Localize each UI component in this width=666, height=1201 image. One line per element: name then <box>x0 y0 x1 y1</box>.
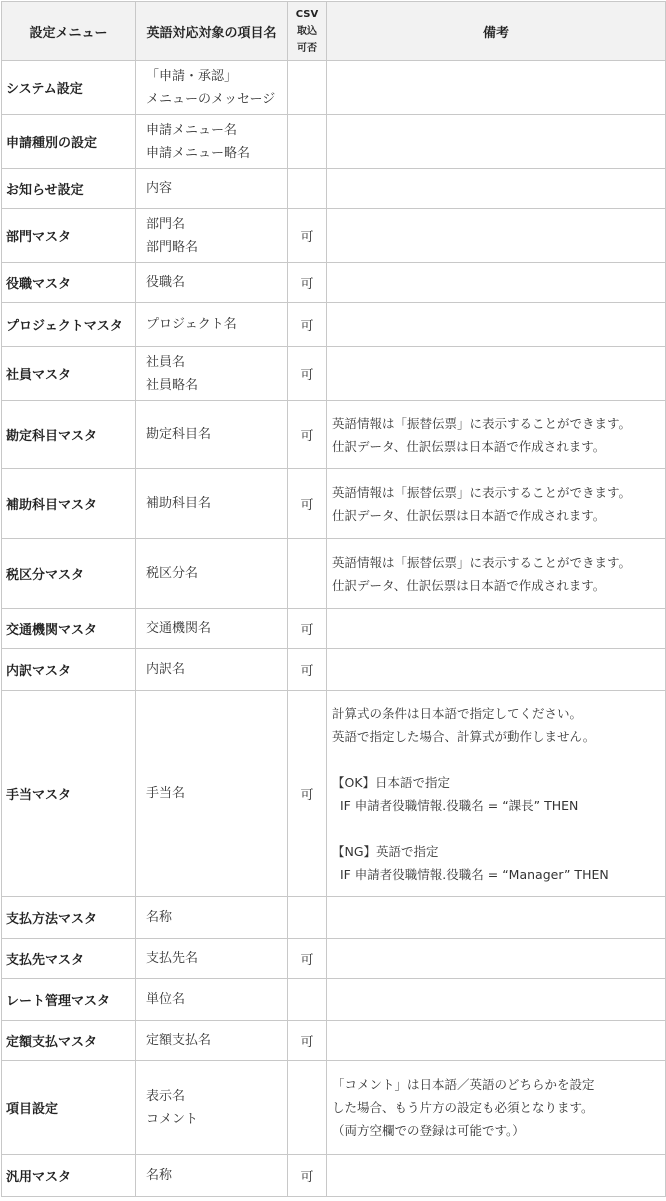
note-cell <box>327 61 666 115</box>
table-row <box>2 1155 666 1197</box>
menu-cell: 交通機関マスタ <box>2 609 136 649</box>
item-name: メニューのメッセージ <box>146 91 276 107</box>
header-csv <box>288 2 327 61</box>
note-line: 計算式の条件は日本語で指定してください。 <box>332 705 583 721</box>
menu-cell: 社員マスタ <box>2 347 136 401</box>
item-cell <box>136 1061 288 1155</box>
header-csv-line: 取込 <box>297 25 317 37</box>
csv-cell: 可 <box>288 209 327 263</box>
csv-cell <box>288 61 327 115</box>
item-name: プロジェクト名 <box>146 317 237 332</box>
note-line: 英語情報は「振替伝票」に表示することができます。 <box>332 554 632 570</box>
note-line: IF 申請者役職情報.役職名 = “課長” THEN <box>332 797 579 813</box>
item-name: 交通機関名 <box>146 621 212 636</box>
csv-cell: 可 <box>288 263 327 303</box>
table-row <box>2 115 666 169</box>
csv-cell: 可 <box>288 1155 327 1197</box>
note-cell <box>327 303 666 347</box>
item-name: 社員略名 <box>146 377 199 393</box>
note-cell <box>327 1155 666 1197</box>
header-csv-line: CSV <box>295 8 319 20</box>
note-line: 仕訳データ、仕訳伝票は日本語で作成されます。 <box>332 507 606 523</box>
note-cell <box>327 979 666 1021</box>
note-cell <box>327 115 666 169</box>
table-row <box>2 691 666 897</box>
csv-cell: 可 <box>288 649 327 691</box>
item-name: 内容 <box>146 181 173 196</box>
item-cell <box>136 609 288 649</box>
note-line: 英語情報は「振替伝票」に表示することができます。 <box>332 484 632 500</box>
menu-cell: 汎用マスタ <box>2 1155 136 1197</box>
table-row <box>2 897 666 939</box>
note-line: 【NG】英語で指定 <box>332 843 439 859</box>
menu-cell: システム設定 <box>2 61 136 115</box>
note-cell <box>327 939 666 979</box>
menu-cell: 税区分マスタ <box>2 539 136 609</box>
table-row <box>2 169 666 209</box>
item-cell <box>136 347 288 401</box>
note-cell <box>327 1021 666 1061</box>
note-cell <box>327 169 666 209</box>
table-row <box>2 469 666 539</box>
menu-cell: 定額支払マスタ <box>2 1021 136 1061</box>
table-row <box>2 979 666 1021</box>
note-cell <box>327 209 666 263</box>
csv-cell: 可 <box>288 1021 327 1061</box>
note-line: （両方空欄での登録は可能です。） <box>332 1123 525 1138</box>
note-line: IF 申請者役職情報.役職名 = “Manager” THEN <box>332 866 609 882</box>
csv-cell: 可 <box>288 691 327 897</box>
note-cell <box>327 897 666 939</box>
item-name: 「申請・承認」 <box>146 68 238 84</box>
csv-cell: 可 <box>288 401 327 469</box>
table-row <box>2 347 666 401</box>
item-name: 役職名 <box>146 275 186 290</box>
csv-cell <box>288 169 327 209</box>
table-row <box>2 1061 666 1155</box>
csv-cell <box>288 979 327 1021</box>
item-name: 申請メニュー名 <box>146 122 238 138</box>
menu-cell: お知らせ設定 <box>2 169 136 209</box>
note-line: 仕訳データ、仕訳伝票は日本語で作成されます。 <box>332 438 606 454</box>
item-cell <box>136 691 288 897</box>
item-name: 内訳名 <box>146 662 186 677</box>
item-cell <box>136 539 288 609</box>
csv-cell <box>288 1061 327 1155</box>
note-cell <box>327 649 666 691</box>
item-name: 補助科目名 <box>146 496 212 511</box>
menu-cell: 項目設定 <box>2 1061 136 1155</box>
note-spacer <box>332 748 665 771</box>
table-row <box>2 939 666 979</box>
note-line: した場合、もう片方の設定も必須となります。 <box>332 1100 594 1115</box>
csv-cell: 可 <box>288 347 327 401</box>
menu-cell: 勘定科目マスタ <box>2 401 136 469</box>
note-cell <box>327 263 666 303</box>
table-header-row <box>2 2 666 61</box>
note-cell <box>327 691 666 897</box>
table-row <box>2 263 666 303</box>
menu-cell: 申請種別の設定 <box>2 115 136 169</box>
item-name: 部門略名 <box>146 239 199 255</box>
header-menu: 設定メニュー <box>2 2 136 61</box>
note-line: 【OK】日本語で指定 <box>332 774 451 790</box>
item-name: 勘定科目名 <box>146 427 212 442</box>
note-cell <box>327 401 666 469</box>
note-cell <box>327 347 666 401</box>
csv-cell: 可 <box>288 609 327 649</box>
note-cell <box>327 609 666 649</box>
menu-cell: プロジェクトマスタ <box>2 303 136 347</box>
item-cell <box>136 1155 288 1197</box>
note-spacer <box>332 817 665 840</box>
item-cell <box>136 469 288 539</box>
item-name: 支払先名 <box>146 951 199 966</box>
item-cell <box>136 401 288 469</box>
item-name: 表示名 <box>146 1088 186 1104</box>
item-name: 名称 <box>146 1168 173 1183</box>
item-cell <box>136 263 288 303</box>
table-row <box>2 61 666 115</box>
csv-cell: 可 <box>288 303 327 347</box>
note-line: 英語情報は「振替伝票」に表示することができます。 <box>332 415 632 431</box>
item-cell <box>136 115 288 169</box>
item-name: 申請メニュー略名 <box>146 145 251 161</box>
table-row <box>2 401 666 469</box>
note-line: 仕訳データ、仕訳伝票は日本語で作成されます。 <box>332 577 606 593</box>
note-line: 「コメント」は日本語／英語のどちらかを設定 <box>332 1077 595 1092</box>
item-name: 手当名 <box>146 786 186 801</box>
item-cell <box>136 939 288 979</box>
table-row <box>2 649 666 691</box>
menu-cell: 支払先マスタ <box>2 939 136 979</box>
header-note: 備考 <box>327 2 666 61</box>
item-cell <box>136 1021 288 1061</box>
item-name: 社員名 <box>146 354 186 370</box>
header-item: 英語対応対象の項目名 <box>136 2 288 61</box>
item-cell <box>136 979 288 1021</box>
menu-cell: 補助科目マスタ <box>2 469 136 539</box>
note-line: 英語で指定した場合、計算式が動作しません。 <box>332 728 596 744</box>
csv-cell <box>288 897 327 939</box>
table-row <box>2 609 666 649</box>
table-row <box>2 209 666 263</box>
menu-cell: 役職マスタ <box>2 263 136 303</box>
settings-table <box>1 1 666 1197</box>
table-row <box>2 303 666 347</box>
note-cell <box>327 1061 666 1155</box>
menu-cell: 内訳マスタ <box>2 649 136 691</box>
item-cell <box>136 303 288 347</box>
table-row <box>2 1021 666 1061</box>
item-cell <box>136 61 288 115</box>
csv-cell <box>288 539 327 609</box>
item-cell <box>136 169 288 209</box>
note-cell <box>327 539 666 609</box>
note-cell <box>327 469 666 539</box>
table-row <box>2 539 666 609</box>
item-cell <box>136 209 288 263</box>
item-cell <box>136 649 288 691</box>
menu-cell: レート管理マスタ <box>2 979 136 1021</box>
item-name: 名称 <box>146 910 173 925</box>
header-csv-line: 可否 <box>297 42 317 54</box>
item-name: コメント <box>146 1111 199 1127</box>
item-name: 税区分名 <box>146 566 199 581</box>
item-name: 単位名 <box>146 992 186 1007</box>
item-name: 定額支払名 <box>146 1033 212 1048</box>
csv-cell: 可 <box>288 469 327 539</box>
csv-cell <box>288 115 327 169</box>
menu-cell: 手当マスタ <box>2 691 136 897</box>
item-cell <box>136 897 288 939</box>
item-name: 部門名 <box>146 216 186 232</box>
menu-cell: 支払方法マスタ <box>2 897 136 939</box>
menu-cell: 部門マスタ <box>2 209 136 263</box>
csv-cell: 可 <box>288 939 327 979</box>
